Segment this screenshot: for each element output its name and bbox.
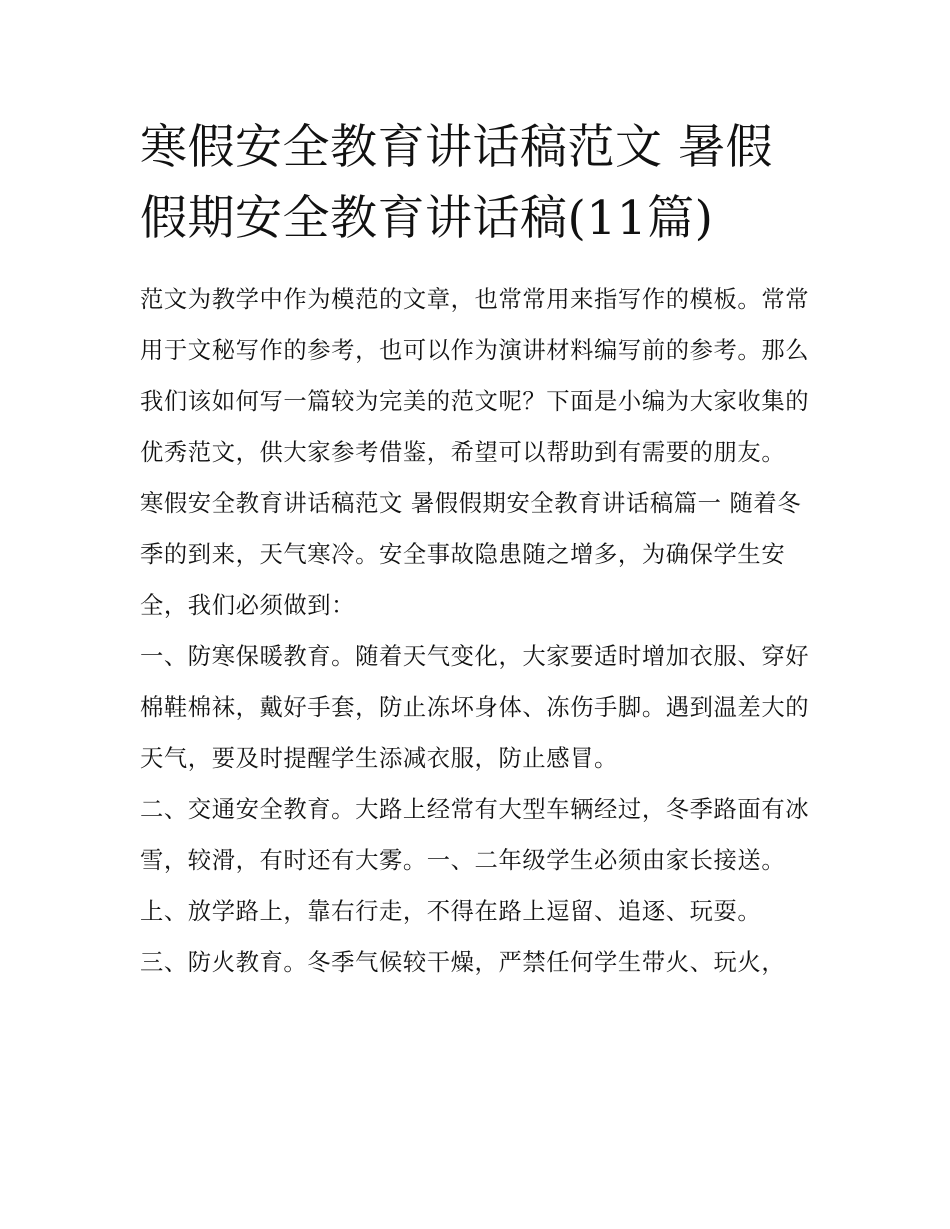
fire-safety-paragraph: 三、防火教育。冬季气候较干燥，严禁任何学生带火、玩火， <box>140 949 786 976</box>
cold-protection-paragraph: 一、防寒保暖教育。随着天气变化，大家要适时增加衣服、穿好棉鞋棉袜，戴好手套，防止冻坏身体、冻伤手脚。遇到温差大的天气，要及时提醒学生添减衣服，防止感冒。 <box>140 643 810 772</box>
section-intro-paragraph: 寒假安全教育讲话稿范文 暑假假期安全教育讲话稿篇一 随着冬季的到来，天气寒冷。安全事故隐患随之增多，为确保学生安全，我们必须做到： <box>140 490 802 619</box>
document-body <box>140 112 820 988</box>
document-title: 寒假安全教育讲话稿范文 暑假 假期安全教育讲话稿(11篇) <box>140 120 773 246</box>
intro-paragraph: 范文为教学中作为模范的文章，也常常用来指写作的模板。常常用于文秘写作的参考，也可以作为演讲材料编写前的参考。那么我们该如何写一篇较为完美的范文呢？下面是小编为大家收集的优秀范文，供大家参考借鉴，希望可以帮助到有需要的朋友。 <box>140 286 810 466</box>
traffic-safety-paragraph: 二、交通安全教育。大路上经常有大型车辆经过，冬季路面有冰雪，较滑，有时还有大雾。一、二年级学生必须由家长接送。上、放学路上，靠右行走，不得在路上逗留、追逐、玩耍。 <box>140 796 810 925</box>
